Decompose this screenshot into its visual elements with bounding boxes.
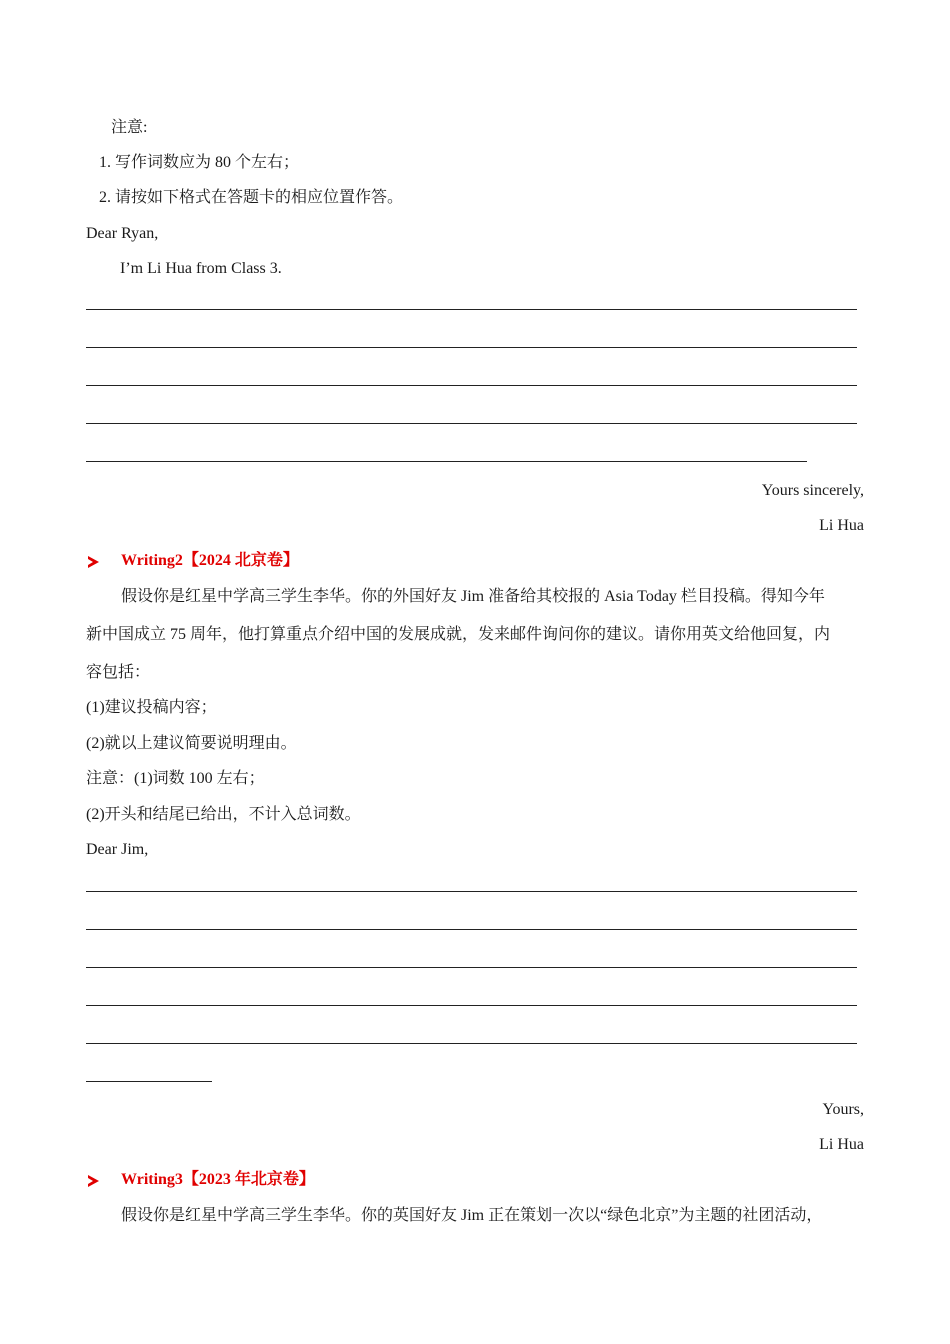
requirement-item-1: (1)建议投稿内容； bbox=[86, 699, 217, 716]
letter-opening: I’m Li Hua from Class 3. bbox=[120, 260, 282, 277]
section-heading-writing2: Writing2【2024 北京卷】 bbox=[121, 552, 299, 569]
writing-line bbox=[86, 1043, 857, 1044]
writing-line bbox=[86, 385, 857, 386]
requirement-item-2: (2)就以上建议简要说明理由。 bbox=[86, 735, 297, 752]
writing-line bbox=[86, 1005, 857, 1006]
writing-line bbox=[86, 1081, 212, 1082]
prompt-line: 假设你是红星中学高三学生李华。你的英国好友 Jim 正在策划一次以“绿色北京”为主题的社团活动， bbox=[121, 1207, 823, 1224]
closing-yours: Yours, bbox=[822, 1101, 864, 1118]
prompt-line: 容包括： bbox=[86, 664, 151, 681]
prompt-line: 新中国成立 75 周年，他打算重点介绍中国的发展成就，发来邮件询问你的建议。请你用英文给他回复，内 bbox=[86, 626, 831, 643]
signature: Li Hua bbox=[819, 1136, 864, 1153]
salutation-ryan: Dear Ryan, bbox=[86, 225, 159, 242]
writing-line bbox=[86, 423, 857, 424]
note-line-2: (2)开头和结尾已给出，不计入总词数。 bbox=[86, 806, 361, 823]
signature: Li Hua bbox=[819, 517, 864, 534]
writing-line bbox=[86, 347, 857, 348]
note-line-1: 注意：(1)词数 100 左右； bbox=[86, 770, 265, 787]
note-title: 注意: bbox=[111, 119, 148, 136]
arrowhead-bullet-icon bbox=[88, 1175, 99, 1187]
writing-line bbox=[86, 891, 857, 892]
writing-line bbox=[86, 929, 857, 930]
note-item-2: 2. 请按如下格式在答题卡的相应位置作答。 bbox=[99, 189, 404, 206]
prompt-line: 假设你是红星中学高三学生李华。你的外国好友 Jim 准备给其校报的 Asia Today 栏目投稿。得知今年 bbox=[121, 588, 825, 605]
writing-line bbox=[86, 967, 857, 968]
writing-line bbox=[86, 461, 807, 462]
section-heading-writing3: Writing3【2023 年北京卷】 bbox=[121, 1171, 315, 1188]
arrowhead-bullet-icon bbox=[88, 556, 99, 568]
salutation-jim: Dear Jim, bbox=[86, 841, 149, 858]
writing-line bbox=[86, 309, 857, 310]
closing-sincerely: Yours sincerely, bbox=[761, 482, 864, 499]
note-item-1: 1. 写作词数应为 80 个左右； bbox=[99, 154, 300, 171]
